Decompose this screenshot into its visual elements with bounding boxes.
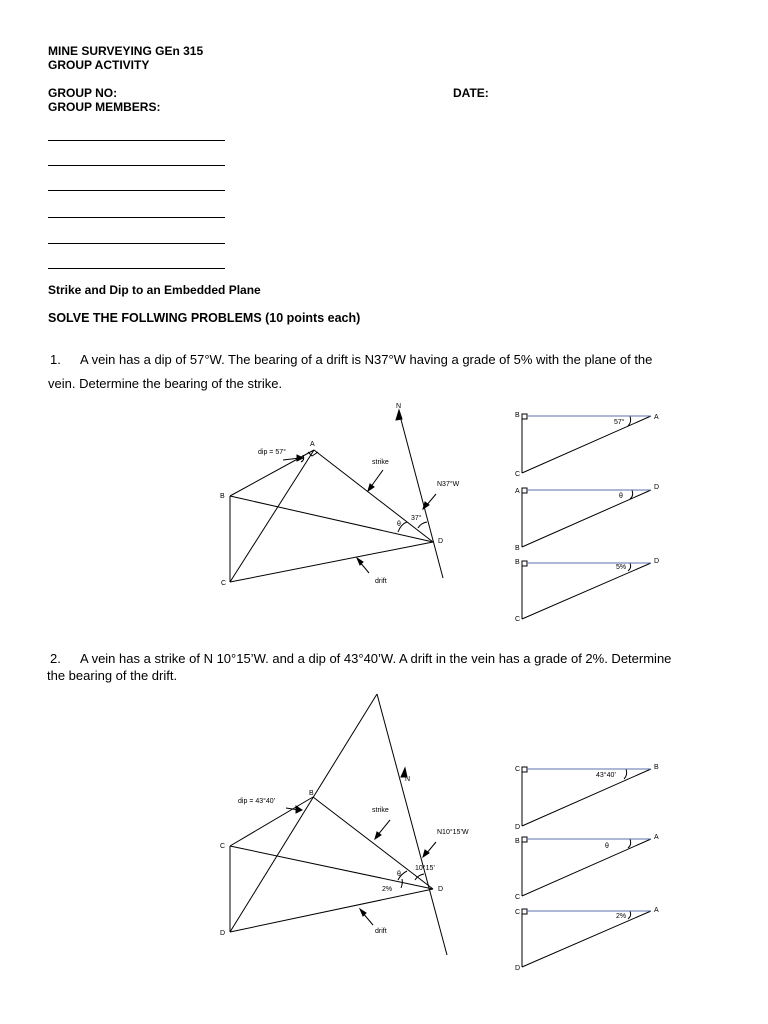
tri-label: D (654, 484, 660, 491)
group-no-label: GROUP NO: (48, 86, 118, 100)
tri-label: D (515, 965, 521, 972)
tri-label: B (515, 559, 520, 566)
point-c-label: C (221, 580, 227, 587)
date-label: DATE: (453, 86, 489, 100)
tri-label: C (515, 909, 521, 916)
north-label: N (405, 776, 411, 783)
drift-label: drift (375, 928, 387, 935)
strike-label: strike (372, 459, 389, 466)
course-title: MINE SURVEYING GEn 315 (48, 44, 204, 58)
tri-angle: 43°40’ (596, 772, 616, 779)
tri-angle: 57° (614, 419, 625, 426)
activity-title: GROUP ACTIVITY (48, 58, 150, 72)
bearing-label: N10°15’W (437, 829, 469, 836)
point-d-label: D (438, 886, 444, 893)
point-d-label: D (220, 930, 226, 937)
grade-label: 2% (382, 886, 393, 893)
section-title: Strike and Dip to an Embedded Plane (48, 283, 261, 297)
tri-label: B (515, 545, 520, 552)
tri-label: A (654, 414, 659, 421)
tri-label: B (515, 412, 520, 419)
tri-label: A (654, 834, 659, 841)
point-c-label: C (220, 843, 226, 850)
problem-text: A vein has a strike of N 10°15’W. and a dip of 43°40’W. A drift in the vein has a grade of 2%. Determine (80, 651, 672, 666)
tri-label: C (515, 616, 521, 623)
problem-number: 2. (50, 651, 61, 666)
angle-label: 10°15’ (415, 865, 435, 872)
bearing-label: N37°W (437, 481, 460, 488)
tri-angle: θ (619, 493, 623, 500)
theta-label: θ (397, 871, 401, 878)
tri-label: B (654, 764, 659, 771)
strike-label: strike (372, 807, 389, 814)
tri-angle: 5% (616, 564, 627, 571)
dip-label: dip = 57° (258, 449, 286, 456)
tri-label: B (515, 838, 520, 845)
dip-label: dip = 43°40’ (238, 798, 276, 805)
group-members-label: GROUP MEMBERS: (48, 100, 161, 114)
point-a-label: A (310, 441, 315, 448)
problem-text: A vein has a dip of 57°W. The bearing of a drift is N37°W having a grade of 5% with the plane of the (80, 352, 653, 367)
tri-label: A (654, 907, 659, 914)
problem-number: 1. (50, 352, 61, 367)
tri-label: D (654, 558, 660, 565)
tri-label: C (515, 766, 521, 773)
north-label: N (396, 403, 402, 410)
tri-label: A (515, 488, 520, 495)
tri-label: C (515, 471, 521, 478)
theta-label: θ (397, 521, 401, 528)
problem-2-line-2: the bearing of the drift. (47, 668, 178, 683)
tri-label: D (515, 824, 521, 831)
angle-label: 37° (411, 515, 422, 522)
tri-angle: θ (605, 843, 609, 850)
instruction: SOLVE THE FOLLWING PROBLEMS (10 points each) (48, 311, 361, 325)
problem-1-line-2: vein. Determine the bearing of the strike. (48, 376, 283, 391)
point-d-label: D (438, 538, 444, 545)
point-b-label: B (220, 493, 225, 500)
tri-angle: 2% (616, 913, 627, 920)
drift-label: drift (375, 578, 387, 585)
tri-label: C (515, 894, 521, 901)
point-b-label: B (309, 790, 314, 797)
